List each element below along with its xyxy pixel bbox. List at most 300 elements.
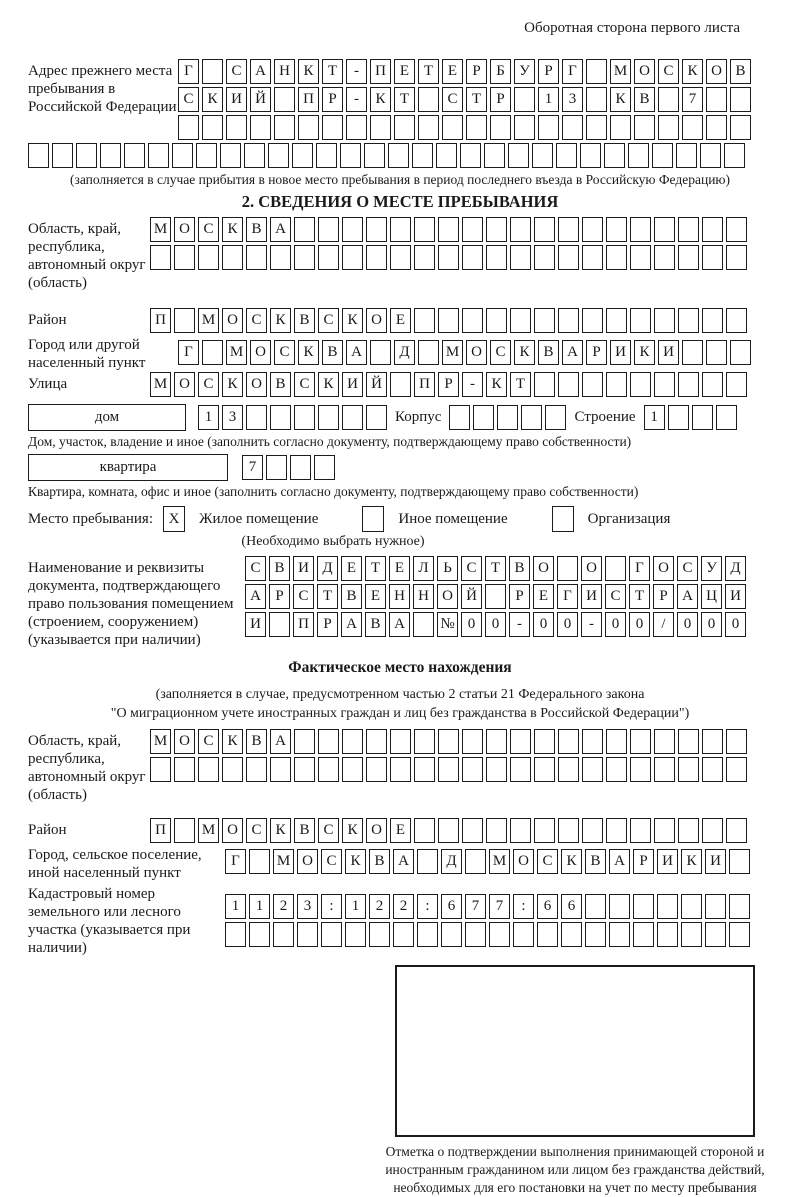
char-box[interactable] — [294, 245, 315, 270]
char-box[interactable] — [174, 818, 195, 843]
char-box[interactable] — [537, 922, 558, 947]
char-box[interactable] — [249, 922, 270, 947]
char-box[interactable] — [609, 922, 630, 947]
char-box[interactable] — [558, 757, 579, 782]
char-box[interactable]: С — [321, 849, 342, 874]
char-box[interactable] — [726, 818, 747, 843]
char-box[interactable] — [726, 372, 747, 397]
char-box[interactable] — [274, 115, 295, 140]
char-box[interactable] — [609, 894, 630, 919]
char-box[interactable] — [52, 143, 73, 168]
char-box[interactable] — [178, 115, 199, 140]
char-box[interactable]: К — [345, 849, 366, 874]
char-box[interactable] — [460, 143, 481, 168]
char-box[interactable]: А — [389, 612, 410, 637]
char-box[interactable]: К — [561, 849, 582, 874]
char-box[interactable]: Г — [225, 849, 246, 874]
char-box[interactable]: К — [298, 59, 319, 84]
char-box[interactable] — [486, 818, 507, 843]
char-box[interactable] — [222, 245, 243, 270]
char-box[interactable]: В — [369, 849, 390, 874]
char-box[interactable]: М — [198, 818, 219, 843]
char-box[interactable]: О — [246, 372, 267, 397]
char-box[interactable]: И — [293, 556, 314, 581]
char-box[interactable]: Й — [461, 584, 482, 609]
char-box[interactable] — [606, 818, 627, 843]
char-box[interactable]: И — [657, 849, 678, 874]
char-box[interactable]: С — [293, 584, 314, 609]
char-box[interactable] — [342, 757, 363, 782]
char-box[interactable] — [390, 729, 411, 754]
char-box[interactable] — [497, 405, 518, 430]
char-box[interactable] — [174, 308, 195, 333]
char-box[interactable] — [294, 729, 315, 754]
char-box[interactable]: М — [273, 849, 294, 874]
char-box[interactable] — [316, 143, 337, 168]
char-box[interactable]: Й — [366, 372, 387, 397]
char-box[interactable]: Е — [442, 59, 463, 84]
char-box[interactable] — [294, 405, 315, 430]
char-box[interactable]: В — [585, 849, 606, 874]
char-box[interactable] — [633, 894, 654, 919]
char-box[interactable] — [726, 308, 747, 333]
char-box[interactable]: 0 — [605, 612, 626, 637]
char-box[interactable]: К — [222, 217, 243, 242]
char-box[interactable]: 2 — [369, 894, 390, 919]
char-box[interactable]: А — [393, 849, 414, 874]
char-box[interactable]: В — [294, 308, 315, 333]
char-box[interactable]: Р — [269, 584, 290, 609]
char-box[interactable] — [586, 59, 607, 84]
char-box[interactable] — [586, 115, 607, 140]
char-box[interactable] — [628, 143, 649, 168]
char-box[interactable]: Д — [725, 556, 746, 581]
char-box[interactable] — [318, 217, 339, 242]
char-box[interactable]: М — [226, 340, 247, 365]
char-box[interactable] — [654, 372, 675, 397]
char-box[interactable] — [676, 143, 697, 168]
char-box[interactable] — [273, 922, 294, 947]
char-box[interactable] — [706, 115, 727, 140]
char-box[interactable]: П — [298, 87, 319, 112]
char-box[interactable] — [654, 757, 675, 782]
char-box[interactable]: - — [346, 87, 367, 112]
char-box[interactable] — [678, 818, 699, 843]
char-box[interactable] — [484, 143, 505, 168]
char-box[interactable]: И — [581, 584, 602, 609]
char-box[interactable] — [582, 757, 603, 782]
char-box[interactable]: У — [514, 59, 535, 84]
char-box[interactable] — [150, 757, 171, 782]
char-box[interactable] — [606, 729, 627, 754]
char-box[interactable] — [220, 143, 241, 168]
char-box[interactable]: Ц — [701, 584, 722, 609]
char-box[interactable] — [582, 308, 603, 333]
char-box[interactable] — [462, 245, 483, 270]
char-box[interactable]: П — [293, 612, 314, 637]
char-box[interactable] — [706, 87, 727, 112]
char-box[interactable] — [729, 894, 750, 919]
char-box[interactable]: Е — [394, 59, 415, 84]
char-box[interactable] — [340, 143, 361, 168]
char-box[interactable]: 2 — [393, 894, 414, 919]
char-box[interactable] — [582, 372, 603, 397]
char-box[interactable] — [370, 115, 391, 140]
char-box[interactable]: И — [245, 612, 266, 637]
char-box[interactable] — [556, 143, 577, 168]
char-box[interactable] — [702, 217, 723, 242]
char-box[interactable] — [726, 245, 747, 270]
char-box[interactable]: И — [610, 340, 631, 365]
char-box[interactable] — [298, 115, 319, 140]
char-box[interactable] — [558, 372, 579, 397]
char-box[interactable] — [490, 115, 511, 140]
char-box[interactable] — [226, 115, 247, 140]
char-box[interactable]: В — [246, 729, 267, 754]
char-box[interactable] — [366, 757, 387, 782]
char-box[interactable] — [148, 143, 169, 168]
char-box[interactable] — [270, 405, 291, 430]
char-box[interactable] — [657, 922, 678, 947]
char-box[interactable] — [246, 405, 267, 430]
char-box[interactable] — [730, 87, 751, 112]
char-box[interactable]: Т — [466, 87, 487, 112]
char-box[interactable] — [678, 372, 699, 397]
char-box[interactable] — [726, 729, 747, 754]
char-box[interactable] — [726, 217, 747, 242]
char-box[interactable] — [630, 757, 651, 782]
char-box[interactable]: О — [174, 729, 195, 754]
char-box[interactable]: С — [442, 87, 463, 112]
char-box[interactable] — [297, 922, 318, 947]
char-box[interactable]: А — [677, 584, 698, 609]
char-box[interactable] — [606, 245, 627, 270]
char-box[interactable]: С — [294, 372, 315, 397]
char-box[interactable] — [729, 922, 750, 947]
char-box[interactable] — [606, 757, 627, 782]
char-box[interactable] — [682, 340, 703, 365]
char-box[interactable] — [462, 308, 483, 333]
char-box[interactable]: К — [222, 372, 243, 397]
char-box[interactable] — [534, 757, 555, 782]
char-box[interactable] — [370, 340, 391, 365]
char-box[interactable] — [366, 217, 387, 242]
char-box[interactable]: П — [150, 818, 171, 843]
char-box[interactable]: К — [342, 308, 363, 333]
char-box[interactable] — [438, 818, 459, 843]
char-box[interactable] — [606, 372, 627, 397]
char-box[interactable] — [345, 922, 366, 947]
char-box[interactable] — [174, 757, 195, 782]
char-box[interactable] — [222, 757, 243, 782]
char-box[interactable]: Г — [562, 59, 583, 84]
char-box[interactable]: М — [610, 59, 631, 84]
char-box[interactable] — [414, 729, 435, 754]
char-box[interactable]: В — [270, 372, 291, 397]
char-box[interactable]: В — [269, 556, 290, 581]
char-box[interactable]: О — [222, 308, 243, 333]
char-box[interactable] — [270, 757, 291, 782]
char-box[interactable] — [580, 143, 601, 168]
char-box[interactable]: М — [198, 308, 219, 333]
char-box[interactable] — [321, 922, 342, 947]
char-box[interactable]: М — [489, 849, 510, 874]
char-box[interactable] — [630, 245, 651, 270]
char-box[interactable] — [462, 217, 483, 242]
char-box[interactable] — [510, 308, 531, 333]
char-box[interactable] — [633, 922, 654, 947]
char-box[interactable]: 0 — [701, 612, 722, 637]
char-box[interactable]: С — [198, 729, 219, 754]
char-box[interactable]: К — [681, 849, 702, 874]
char-box[interactable]: Г — [178, 59, 199, 84]
char-box[interactable] — [582, 217, 603, 242]
char-box[interactable] — [388, 143, 409, 168]
inoe-checkbox[interactable] — [362, 506, 384, 532]
char-box[interactable]: 1 — [198, 405, 219, 430]
char-box[interactable] — [394, 115, 415, 140]
char-box[interactable] — [462, 818, 483, 843]
char-box[interactable]: С — [246, 308, 267, 333]
char-box[interactable] — [538, 115, 559, 140]
char-box[interactable]: К — [514, 340, 535, 365]
char-box[interactable]: 0 — [725, 612, 746, 637]
char-box[interactable]: С — [245, 556, 266, 581]
char-box[interactable] — [202, 340, 223, 365]
char-box[interactable]: М — [150, 372, 171, 397]
char-box[interactable] — [100, 143, 121, 168]
char-box[interactable] — [692, 405, 713, 430]
char-box[interactable] — [270, 245, 291, 270]
char-box[interactable] — [545, 405, 566, 430]
char-box[interactable]: - — [346, 59, 367, 84]
char-box[interactable] — [318, 757, 339, 782]
char-box[interactable] — [438, 729, 459, 754]
char-box[interactable] — [534, 818, 555, 843]
char-box[interactable] — [393, 922, 414, 947]
char-box[interactable] — [314, 455, 335, 480]
char-box[interactable]: К — [486, 372, 507, 397]
char-box[interactable] — [729, 849, 750, 874]
char-box[interactable] — [366, 245, 387, 270]
char-box[interactable]: 3 — [297, 894, 318, 919]
char-box[interactable]: П — [370, 59, 391, 84]
char-box[interactable]: 1 — [345, 894, 366, 919]
char-box[interactable]: О — [437, 584, 458, 609]
char-box[interactable] — [681, 894, 702, 919]
char-box[interactable]: С — [246, 818, 267, 843]
char-box[interactable]: С — [226, 59, 247, 84]
char-box[interactable] — [244, 143, 265, 168]
char-box[interactable]: А — [562, 340, 583, 365]
char-box[interactable] — [473, 405, 494, 430]
char-box[interactable]: К — [222, 729, 243, 754]
kvartira-field-label-box[interactable]: квартира — [28, 454, 228, 481]
char-box[interactable] — [318, 245, 339, 270]
char-box[interactable]: 3 — [222, 405, 243, 430]
char-box[interactable] — [585, 894, 606, 919]
char-box[interactable] — [702, 757, 723, 782]
char-box[interactable] — [294, 217, 315, 242]
char-box[interactable]: С — [318, 308, 339, 333]
char-box[interactable]: К — [298, 340, 319, 365]
char-box[interactable] — [269, 612, 290, 637]
char-box[interactable]: П — [150, 308, 171, 333]
char-box[interactable]: О — [706, 59, 727, 84]
char-box[interactable]: Й — [250, 87, 271, 112]
char-box[interactable] — [202, 115, 223, 140]
char-box[interactable] — [702, 245, 723, 270]
char-box[interactable] — [705, 894, 726, 919]
dom-field-label-box[interactable]: дом — [28, 404, 186, 431]
char-box[interactable] — [366, 405, 387, 430]
char-box[interactable] — [681, 922, 702, 947]
char-box[interactable]: Д — [394, 340, 415, 365]
char-box[interactable] — [678, 217, 699, 242]
char-box[interactable] — [654, 818, 675, 843]
char-box[interactable] — [585, 922, 606, 947]
char-box[interactable] — [654, 308, 675, 333]
char-box[interactable] — [606, 217, 627, 242]
char-box[interactable] — [489, 922, 510, 947]
char-box[interactable]: О — [366, 818, 387, 843]
char-box[interactable]: Р — [586, 340, 607, 365]
char-box[interactable] — [412, 143, 433, 168]
char-box[interactable]: - — [509, 612, 530, 637]
char-box[interactable] — [438, 757, 459, 782]
char-box[interactable] — [414, 818, 435, 843]
char-box[interactable] — [417, 849, 438, 874]
char-box[interactable]: К — [318, 372, 339, 397]
char-box[interactable] — [196, 143, 217, 168]
char-box[interactable] — [294, 757, 315, 782]
char-box[interactable]: 7 — [489, 894, 510, 919]
char-box[interactable] — [508, 143, 529, 168]
char-box[interactable]: 0 — [485, 612, 506, 637]
char-box[interactable] — [610, 115, 631, 140]
char-box[interactable]: 1 — [644, 405, 665, 430]
char-box[interactable]: Ь — [437, 556, 458, 581]
char-box[interactable]: Т — [317, 584, 338, 609]
char-box[interactable] — [390, 372, 411, 397]
char-box[interactable] — [634, 115, 655, 140]
char-box[interactable]: Л — [413, 556, 434, 581]
char-box[interactable]: 0 — [557, 612, 578, 637]
char-box[interactable]: 2 — [273, 894, 294, 919]
char-box[interactable]: И — [342, 372, 363, 397]
char-box[interactable] — [290, 455, 311, 480]
char-box[interactable]: : — [513, 894, 534, 919]
char-box[interactable] — [678, 729, 699, 754]
char-box[interactable] — [418, 87, 439, 112]
char-box[interactable]: В — [341, 584, 362, 609]
char-box[interactable]: М — [442, 340, 463, 365]
char-box[interactable] — [510, 818, 531, 843]
char-box[interactable]: К — [202, 87, 223, 112]
char-box[interactable]: В — [634, 87, 655, 112]
char-box[interactable]: № — [437, 612, 458, 637]
char-box[interactable] — [342, 405, 363, 430]
char-box[interactable]: О — [366, 308, 387, 333]
char-box[interactable]: О — [174, 217, 195, 242]
char-box[interactable] — [436, 143, 457, 168]
char-box[interactable]: М — [150, 729, 171, 754]
char-box[interactable]: В — [246, 217, 267, 242]
char-box[interactable] — [726, 757, 747, 782]
char-box[interactable]: О — [533, 556, 554, 581]
char-box[interactable]: Д — [441, 849, 462, 874]
char-box[interactable] — [172, 143, 193, 168]
char-box[interactable] — [534, 245, 555, 270]
char-box[interactable] — [534, 729, 555, 754]
char-box[interactable] — [462, 757, 483, 782]
char-box[interactable]: 6 — [537, 894, 558, 919]
char-box[interactable] — [246, 757, 267, 782]
char-box[interactable] — [250, 115, 271, 140]
char-box[interactable]: А — [250, 59, 271, 84]
char-box[interactable] — [462, 729, 483, 754]
char-box[interactable] — [342, 245, 363, 270]
char-box[interactable] — [514, 87, 535, 112]
char-box[interactable]: Т — [394, 87, 415, 112]
char-box[interactable]: Т — [629, 584, 650, 609]
char-box[interactable]: С — [605, 584, 626, 609]
char-box[interactable] — [318, 405, 339, 430]
char-box[interactable]: А — [341, 612, 362, 637]
char-box[interactable] — [716, 405, 737, 430]
char-box[interactable]: Н — [274, 59, 295, 84]
char-box[interactable]: 0 — [629, 612, 650, 637]
char-box[interactable] — [322, 115, 343, 140]
char-box[interactable]: С — [537, 849, 558, 874]
char-box[interactable] — [414, 308, 435, 333]
char-box[interactable]: К — [270, 818, 291, 843]
char-box[interactable]: 1 — [225, 894, 246, 919]
char-box[interactable]: Р — [490, 87, 511, 112]
char-box[interactable] — [654, 245, 675, 270]
char-box[interactable] — [606, 308, 627, 333]
char-box[interactable] — [202, 59, 223, 84]
char-box[interactable] — [417, 922, 438, 947]
char-box[interactable] — [582, 245, 603, 270]
char-box[interactable] — [557, 556, 578, 581]
char-box[interactable]: П — [414, 372, 435, 397]
char-box[interactable] — [418, 115, 439, 140]
char-box[interactable]: 7 — [682, 87, 703, 112]
char-box[interactable]: 0 — [533, 612, 554, 637]
char-box[interactable]: Н — [389, 584, 410, 609]
char-box[interactable] — [678, 308, 699, 333]
char-box[interactable]: 0 — [461, 612, 482, 637]
char-box[interactable]: Г — [178, 340, 199, 365]
char-box[interactable] — [630, 372, 651, 397]
char-box[interactable]: С — [178, 87, 199, 112]
char-box[interactable]: Е — [365, 584, 386, 609]
char-box[interactable]: 3 — [562, 87, 583, 112]
char-box[interactable]: Т — [322, 59, 343, 84]
char-box[interactable] — [198, 757, 219, 782]
char-box[interactable]: О — [653, 556, 674, 581]
char-box[interactable] — [225, 922, 246, 947]
char-box[interactable]: А — [346, 340, 367, 365]
char-box[interactable] — [342, 729, 363, 754]
char-box[interactable] — [730, 340, 751, 365]
char-box[interactable] — [150, 245, 171, 270]
char-box[interactable]: К — [634, 340, 655, 365]
char-box[interactable] — [486, 757, 507, 782]
char-box[interactable] — [702, 372, 723, 397]
char-box[interactable] — [582, 818, 603, 843]
